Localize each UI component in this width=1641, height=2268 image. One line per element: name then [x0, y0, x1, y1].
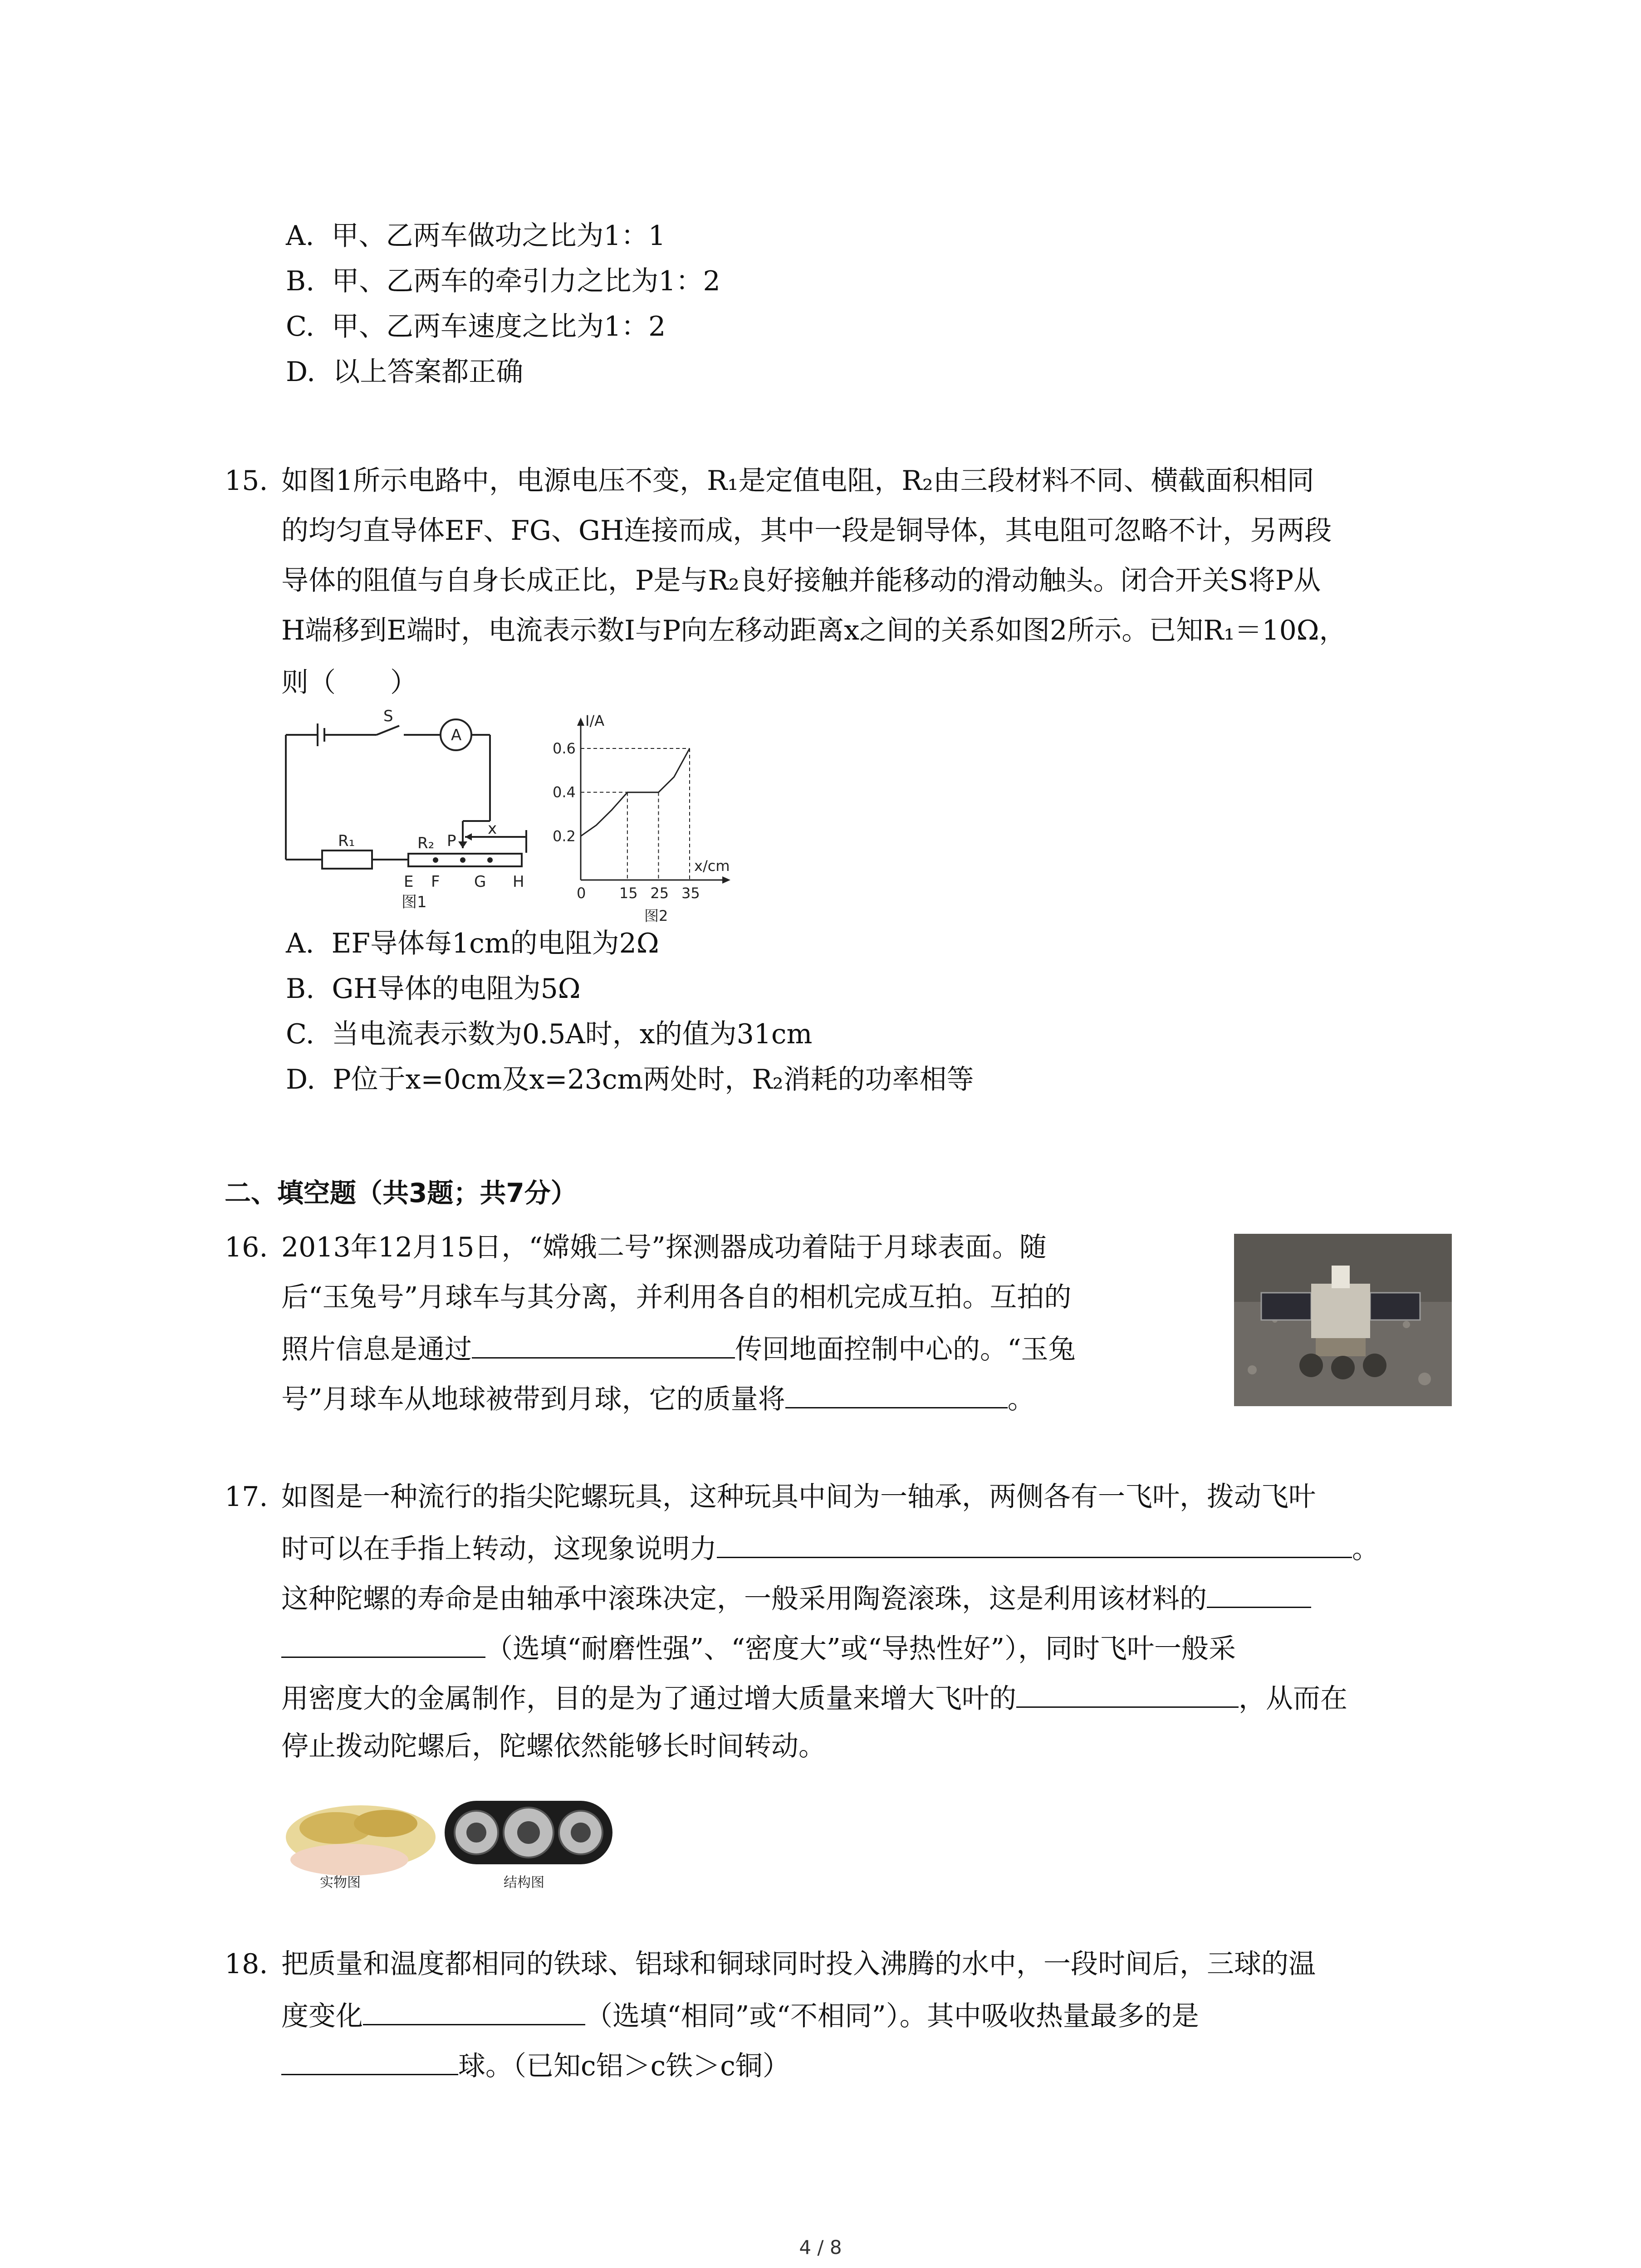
text-fragment: 时可以在手指上转动，这现象说明力 — [281, 1533, 717, 1565]
y-axis-label: I/A — [585, 712, 605, 729]
option-label: B. — [286, 265, 315, 297]
answer-blank[interactable] — [472, 1329, 735, 1359]
q14-option-c — [286, 308, 666, 345]
answer-blank[interactable] — [363, 1996, 585, 2025]
label-x: x — [488, 820, 497, 838]
option-text: 以上答案都正确 — [333, 356, 524, 388]
q16-line: 2013年12月15日，“嫦娥二号”探测器成功着陆于月球表面。随 — [281, 1232, 1047, 1263]
q17-line — [281, 1678, 1347, 1717]
option-text: 甲、乙两车做功之比为1：1 — [331, 220, 666, 252]
q16-number: 16. — [225, 1232, 268, 1263]
fig1-caption: 图1 — [402, 893, 427, 911]
option-label: C. — [286, 1018, 314, 1050]
q17-number: 17. — [225, 1481, 268, 1513]
q15-option-d — [286, 1061, 974, 1098]
option-label: C. — [286, 311, 314, 342]
label-g: G — [474, 873, 486, 891]
text-fragment: 。 — [1007, 1383, 1035, 1415]
text-fragment: 传回地面控制中心的。“玉兔 — [735, 1334, 1076, 1365]
text-fragment: （选填“相同”或“不相同”）。其中吸收热量最多的是 — [585, 2000, 1199, 2032]
spinner-photo-caption: 实物图 — [320, 1875, 361, 1891]
spinner-structure-diagram — [440, 1783, 617, 1892]
text-fragment: 。 — [1352, 1533, 1379, 1565]
text-fragment: 号”月球车从地球被带到月球，它的质量将 — [281, 1383, 785, 1415]
option-text: P位于x=0cm及x=23cm两处时，R₂消耗的功率相等 — [333, 1064, 974, 1095]
q15-number: 15. — [225, 465, 268, 497]
q15-stem-line: 则（ ） — [281, 667, 417, 699]
option-text: 甲、乙两车速度之比为1：2 — [332, 311, 666, 342]
x-tick-label: 0 — [577, 885, 586, 902]
label-e: E — [404, 873, 414, 891]
circuit-diagram — [272, 708, 544, 925]
current-distance-graph — [544, 712, 749, 925]
y-tick-label: 0.6 — [553, 740, 576, 757]
y-tick-label: 0.4 — [553, 783, 576, 801]
text-fragment: 用密度大的金属制作，目的是为了通过增大质量来增大飞叶的 — [281, 1683, 1016, 1715]
q17-line: 如图是一种流行的指尖陀螺玩具，这种玩具中间为一轴承，两侧各有一飞叶，拨动飞叶 — [281, 1481, 1316, 1513]
q15-option-a — [286, 925, 659, 962]
spinner-structure-caption: 结构图 — [504, 1875, 544, 1891]
answer-blank[interactable] — [785, 1379, 1008, 1408]
fig2-caption: 图2 — [644, 907, 668, 924]
spinner-photo — [281, 1778, 440, 1892]
text-fragment: 照片信息是通过 — [281, 1334, 472, 1365]
q15-stem-line: 如图1所示电路中，电源电压不变，R₁是定值电阻，R₂由三段材料不同、横截面积相同 — [281, 465, 1314, 497]
option-label: A. — [286, 928, 314, 959]
answer-blank[interactable] — [1016, 1678, 1239, 1708]
x-tick-label: 15 — [619, 885, 638, 902]
q14-option-b — [286, 263, 720, 299]
option-text: GH导体的电阻为5Ω — [332, 973, 581, 1005]
label-h: H — [513, 873, 524, 891]
label-r2: R₂ — [417, 834, 435, 852]
q16-line — [281, 1329, 1076, 1368]
label-r1: R₁ — [338, 832, 355, 850]
q15-stem-line: 导体的阻值与自身长成正比，P是与R₂良好接触并能移动的滑动触头。闭合开关S将P从 — [281, 565, 1321, 596]
text-fragment: 球。（已知c铝＞c铁＞c铜） — [458, 2050, 790, 2082]
q17-line — [281, 1628, 1236, 1667]
moon-rover-photo — [1234, 1234, 1452, 1406]
q14-option-a — [286, 218, 666, 254]
q18-line — [281, 1996, 1199, 2034]
answer-blank[interactable] — [717, 1529, 1352, 1558]
q15-stem-line: 的均匀直导体EF、FG、GH连接而成，其中一段是铜导体，其电阻可忽略不计，另两段 — [281, 515, 1332, 547]
text-fragment: ，从而在 — [1239, 1683, 1347, 1715]
y-tick-label: 0.2 — [553, 827, 576, 845]
q15-option-c — [286, 1016, 812, 1052]
answer-blank[interactable] — [281, 1628, 485, 1658]
q15-option-b — [286, 971, 581, 1007]
q16-line: 后“玉兔号”月球车与其分离，并利用各自的相机完成互拍。互拍的 — [281, 1281, 1072, 1313]
option-label: D. — [286, 1064, 316, 1095]
section-title: 二、填空题（共3题；共7分） — [225, 1178, 577, 1208]
q17-line — [281, 1529, 1379, 1567]
q18-line — [281, 2046, 790, 2084]
answer-blank[interactable] — [1207, 1579, 1311, 1608]
option-text: EF导体每1cm的电阻为2Ω — [331, 928, 659, 959]
option-text: 甲、乙两车的牵引力之比为1：2 — [332, 265, 720, 297]
x-tick-label: 35 — [681, 885, 700, 902]
option-text: 当电流表示数为0.5A时，x的值为31cm — [332, 1018, 813, 1050]
option-label: B. — [286, 973, 315, 1005]
q18-number: 18. — [225, 1948, 268, 1980]
x-tick-label: 25 — [650, 885, 669, 902]
option-label: D. — [286, 356, 316, 388]
text-fragment: 这种陀螺的寿命是由轴承中滚珠决定，一般采用陶瓷滚珠，这是利用该材料的 — [281, 1583, 1207, 1615]
label-ammeter: A — [451, 726, 462, 744]
q17-line — [281, 1579, 1311, 1617]
option-label: A. — [286, 220, 314, 252]
q14-option-d — [286, 354, 523, 390]
q16-line — [281, 1379, 1035, 1418]
label-p: P — [447, 832, 456, 850]
label-s: S — [383, 708, 393, 725]
label-f: F — [431, 873, 440, 891]
text-fragment: （选填“耐磨性强”、“密度大”或“导热性好”），同时飞叶一般采 — [485, 1633, 1236, 1665]
page-number: 4 / 8 — [799, 2236, 842, 2258]
answer-blank[interactable] — [281, 2046, 458, 2075]
q18-line: 把质量和温度都相同的铁球、铝球和铜球同时投入沸腾的水中，一段时间后，三球的温 — [281, 1948, 1316, 1980]
x-axis-label: x/cm — [694, 857, 730, 875]
text-fragment: 度变化 — [281, 2000, 363, 2032]
q17-line: 停止拨动陀螺后，陀螺依然能够长时间转动。 — [281, 1730, 826, 1762]
q15-stem-line: H端移到E端时，电流表示数I与P向左移动距离x之间的关系如图2所示。已知R₁＝10Ω， — [281, 615, 1347, 646]
